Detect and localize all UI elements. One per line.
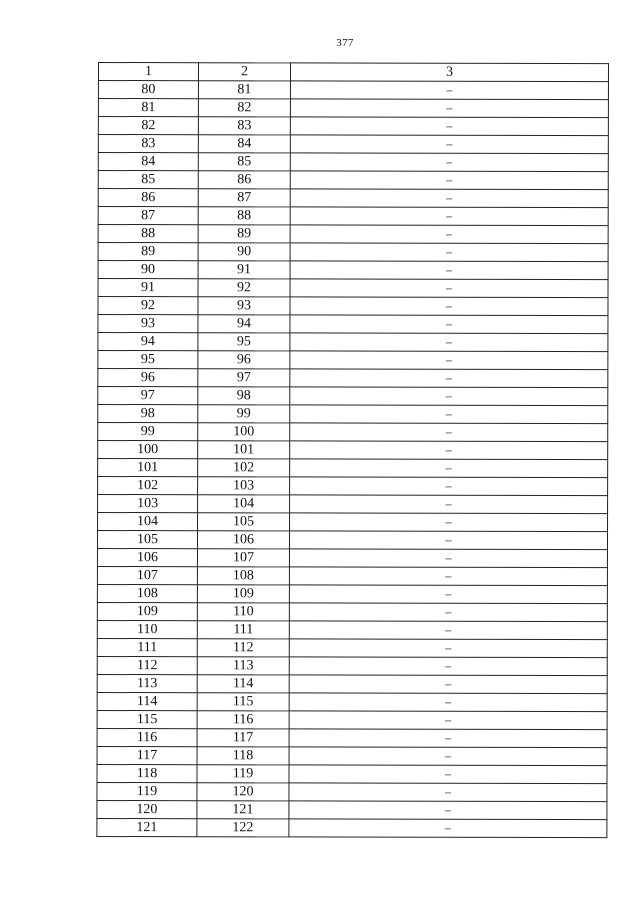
table-cell-col-1: 121 bbox=[97, 818, 197, 836]
table-cell-col-1: 84 bbox=[98, 153, 198, 171]
table-cell-col-2: 102 bbox=[198, 459, 290, 477]
table-cell-col-3: – bbox=[290, 153, 608, 172]
table-row bbox=[97, 584, 607, 603]
table-cell-col-3: – bbox=[289, 801, 607, 820]
table-cell-col-2: 82 bbox=[198, 99, 290, 117]
table-row bbox=[98, 315, 608, 334]
table-cell-col-2: 105 bbox=[198, 513, 290, 531]
table-row bbox=[97, 566, 607, 585]
table-row bbox=[98, 99, 608, 118]
table-cell-col-3: – bbox=[290, 189, 608, 208]
table-cell-col-1: 104 bbox=[98, 513, 198, 531]
table-cell-col-2: 119 bbox=[197, 765, 289, 783]
table-cell-col-2: 118 bbox=[197, 747, 289, 765]
table-cell-col-3: – bbox=[289, 603, 607, 622]
table-row bbox=[97, 656, 607, 675]
table-cell-col-1: 85 bbox=[98, 171, 198, 189]
table-row bbox=[98, 369, 608, 388]
table-cell-col-2: 101 bbox=[198, 441, 290, 459]
table-row bbox=[98, 333, 608, 352]
data-table bbox=[96, 62, 609, 838]
table-cell-col-2: 92 bbox=[198, 279, 290, 297]
table-row bbox=[97, 638, 607, 657]
table-row bbox=[98, 387, 608, 406]
table-cell-col-2: 91 bbox=[198, 261, 290, 279]
table-row bbox=[97, 800, 607, 819]
table-cell-col-2: 117 bbox=[197, 729, 289, 747]
table-row bbox=[97, 818, 607, 837]
table-cell-col-2: 89 bbox=[198, 225, 290, 243]
table-cell-col-2: 90 bbox=[198, 243, 290, 261]
table-cell-col-1: 91 bbox=[98, 279, 198, 297]
table-row bbox=[97, 764, 607, 783]
table-cell-col-1: 83 bbox=[98, 135, 198, 153]
table-row bbox=[98, 441, 608, 460]
table-cell-col-3: – bbox=[289, 531, 607, 550]
table-row bbox=[97, 728, 607, 747]
table-cell-col-3: – bbox=[289, 693, 607, 712]
table-row bbox=[98, 135, 608, 154]
table-cell-col-2: 112 bbox=[197, 639, 289, 657]
table-cell-col-2: 122 bbox=[197, 819, 289, 837]
table-cell-col-3: – bbox=[289, 549, 607, 568]
table-cell-col-3: – bbox=[290, 459, 608, 478]
column-header-1: 1 bbox=[98, 63, 198, 81]
table-cell-col-1: 105 bbox=[97, 531, 197, 549]
table-cell-col-1: 98 bbox=[98, 405, 198, 423]
table-cell-col-2: 88 bbox=[198, 207, 290, 225]
table-row bbox=[97, 710, 607, 729]
table-cell-col-3: – bbox=[290, 279, 608, 298]
page-number: 377 bbox=[336, 37, 354, 49]
table-cell-col-2: 99 bbox=[198, 405, 290, 423]
table-cell-col-1: 97 bbox=[98, 387, 198, 405]
table-row bbox=[97, 549, 607, 568]
table-cell-col-1: 89 bbox=[98, 243, 198, 261]
table-cell-col-3: – bbox=[290, 99, 608, 118]
table-row bbox=[97, 782, 607, 801]
table-row bbox=[98, 513, 608, 532]
table-row bbox=[98, 297, 608, 316]
table-cell-col-3: – bbox=[290, 171, 608, 190]
table-cell-col-1: 88 bbox=[98, 225, 198, 243]
table-row bbox=[98, 261, 608, 280]
table-cell-col-3: – bbox=[290, 243, 608, 262]
table-cell-col-3: – bbox=[290, 135, 608, 154]
table-cell-col-1: 110 bbox=[97, 620, 197, 638]
table-cell-col-3: – bbox=[289, 621, 607, 640]
table-cell-col-3: – bbox=[290, 423, 608, 442]
table-cell-col-1: 87 bbox=[98, 207, 198, 225]
table-row bbox=[97, 692, 607, 711]
table-cell-col-2: 97 bbox=[198, 369, 290, 387]
table-cell-col-3: – bbox=[289, 675, 607, 694]
table-cell-col-2: 106 bbox=[197, 531, 289, 549]
table-cell-col-1: 111 bbox=[97, 638, 197, 656]
table-cell-col-3: – bbox=[290, 261, 608, 280]
table-cell-col-3: – bbox=[290, 441, 608, 460]
table-row bbox=[98, 117, 608, 136]
table-row bbox=[98, 477, 608, 496]
table-cell-col-2: 115 bbox=[197, 693, 289, 711]
table-cell-col-2: 120 bbox=[197, 783, 289, 801]
table-row bbox=[97, 620, 607, 639]
table-cell-col-2: 113 bbox=[197, 657, 289, 675]
table-cell-col-2: 109 bbox=[197, 585, 289, 603]
table-cell-col-2: 94 bbox=[198, 315, 290, 333]
table-cell-col-2: 85 bbox=[198, 153, 290, 171]
table-cell-col-1: 82 bbox=[98, 117, 198, 135]
table-cell-col-3: – bbox=[289, 747, 607, 766]
table-cell-col-1: 120 bbox=[97, 800, 197, 818]
table-cell-col-2: 87 bbox=[198, 189, 290, 207]
table-cell-col-1: 81 bbox=[98, 99, 198, 117]
table-cell-col-3: – bbox=[290, 207, 608, 226]
table-cell-col-3: – bbox=[290, 405, 608, 424]
table-cell-col-1: 101 bbox=[98, 459, 198, 477]
table-cell-col-3: – bbox=[289, 783, 607, 802]
table-row bbox=[98, 495, 608, 514]
table-cell-col-1: 106 bbox=[97, 549, 197, 567]
table-row bbox=[98, 423, 608, 442]
table-cell-col-1: 119 bbox=[97, 782, 197, 800]
table-cell-col-1: 102 bbox=[98, 477, 198, 495]
table-cell-col-2: 81 bbox=[198, 81, 290, 99]
table-cell-col-3: – bbox=[289, 711, 607, 730]
table-cell-col-3: – bbox=[290, 225, 608, 244]
table-cell-col-1: 92 bbox=[98, 297, 198, 315]
table-cell-col-2: 93 bbox=[198, 297, 290, 315]
table-row bbox=[98, 405, 608, 424]
table-row bbox=[98, 279, 608, 298]
table-cell-col-1: 112 bbox=[97, 656, 197, 674]
table-cell-col-3: – bbox=[289, 639, 607, 658]
table-cell-col-2: 98 bbox=[198, 387, 290, 405]
table-cell-col-3: – bbox=[289, 585, 607, 604]
table-cell-col-3: – bbox=[290, 297, 608, 316]
table-row bbox=[98, 351, 608, 370]
table-cell-col-2: 83 bbox=[198, 117, 290, 135]
table-header bbox=[98, 63, 608, 82]
table-body bbox=[97, 81, 609, 838]
table-cell-col-2: 103 bbox=[198, 477, 290, 495]
table-cell-col-1: 93 bbox=[98, 315, 198, 333]
table-cell-col-1: 107 bbox=[97, 566, 197, 584]
column-header-3: 3 bbox=[290, 63, 608, 82]
table-cell-col-1: 90 bbox=[98, 261, 198, 279]
table-cell-col-1: 80 bbox=[98, 81, 198, 99]
table-cell-col-1: 94 bbox=[98, 333, 198, 351]
table-cell-col-2: 95 bbox=[198, 333, 290, 351]
column-header-2: 2 bbox=[198, 63, 290, 81]
table-row bbox=[98, 189, 608, 208]
table-row bbox=[98, 225, 608, 244]
table-cell-col-1: 114 bbox=[97, 692, 197, 710]
table-cell-col-1: 117 bbox=[97, 746, 197, 764]
table-cell-col-2: 100 bbox=[198, 423, 290, 441]
table-cell-col-3: – bbox=[290, 387, 608, 406]
table-cell-col-3: – bbox=[289, 567, 607, 586]
table-row bbox=[98, 81, 608, 100]
table-cell-col-1: 100 bbox=[98, 441, 198, 459]
table-row bbox=[98, 153, 608, 172]
table-cell-col-1: 99 bbox=[98, 423, 198, 441]
table-cell-col-1: 108 bbox=[97, 584, 197, 602]
table-cell-col-2: 116 bbox=[197, 711, 289, 729]
table-row bbox=[98, 207, 608, 226]
table-cell-col-1: 103 bbox=[98, 495, 198, 513]
table-row bbox=[97, 602, 607, 621]
table-row bbox=[97, 746, 607, 765]
table-cell-col-3: – bbox=[289, 819, 607, 838]
table-row bbox=[97, 674, 607, 693]
table-cell-col-1: 118 bbox=[97, 764, 197, 782]
table-cell-col-3: – bbox=[290, 81, 608, 100]
table-row bbox=[98, 459, 608, 478]
table-cell-col-3: – bbox=[289, 729, 607, 748]
table-cell-col-2: 110 bbox=[197, 603, 289, 621]
table-cell-col-2: 107 bbox=[197, 549, 289, 567]
table-cell-col-2: 96 bbox=[198, 351, 290, 369]
table-cell-col-1: 113 bbox=[97, 674, 197, 692]
table-cell-col-2: 84 bbox=[198, 135, 290, 153]
table-cell-col-2: 108 bbox=[197, 567, 289, 585]
table-cell-col-3: – bbox=[290, 351, 608, 370]
table-row bbox=[97, 531, 607, 550]
table-cell-col-2: 114 bbox=[197, 675, 289, 693]
table-cell-col-1: 95 bbox=[98, 351, 198, 369]
table-cell-col-3: – bbox=[290, 513, 608, 532]
table-cell-col-2: 121 bbox=[197, 801, 289, 819]
table-cell-col-1: 96 bbox=[98, 369, 198, 387]
table-row bbox=[98, 243, 608, 262]
table-cell-col-3: – bbox=[290, 495, 608, 514]
table-header-row bbox=[98, 63, 608, 82]
table-cell-col-3: – bbox=[290, 369, 608, 388]
table-cell-col-3: – bbox=[289, 657, 607, 676]
table-cell-col-3: – bbox=[289, 765, 607, 784]
table-cell-col-3: – bbox=[290, 477, 608, 496]
table-cell-col-2: 86 bbox=[198, 171, 290, 189]
table-cell-col-1: 86 bbox=[98, 189, 198, 207]
table-cell-col-3: – bbox=[290, 315, 608, 334]
table-row bbox=[98, 171, 608, 190]
table-cell-col-1: 116 bbox=[97, 728, 197, 746]
table-cell-col-2: 104 bbox=[198, 495, 290, 513]
table-cell-col-2: 111 bbox=[197, 621, 289, 639]
table-cell-col-1: 109 bbox=[97, 602, 197, 620]
table-cell-col-3: – bbox=[290, 333, 608, 352]
table-cell-col-1: 115 bbox=[97, 710, 197, 728]
table-cell-col-3: – bbox=[290, 117, 608, 136]
